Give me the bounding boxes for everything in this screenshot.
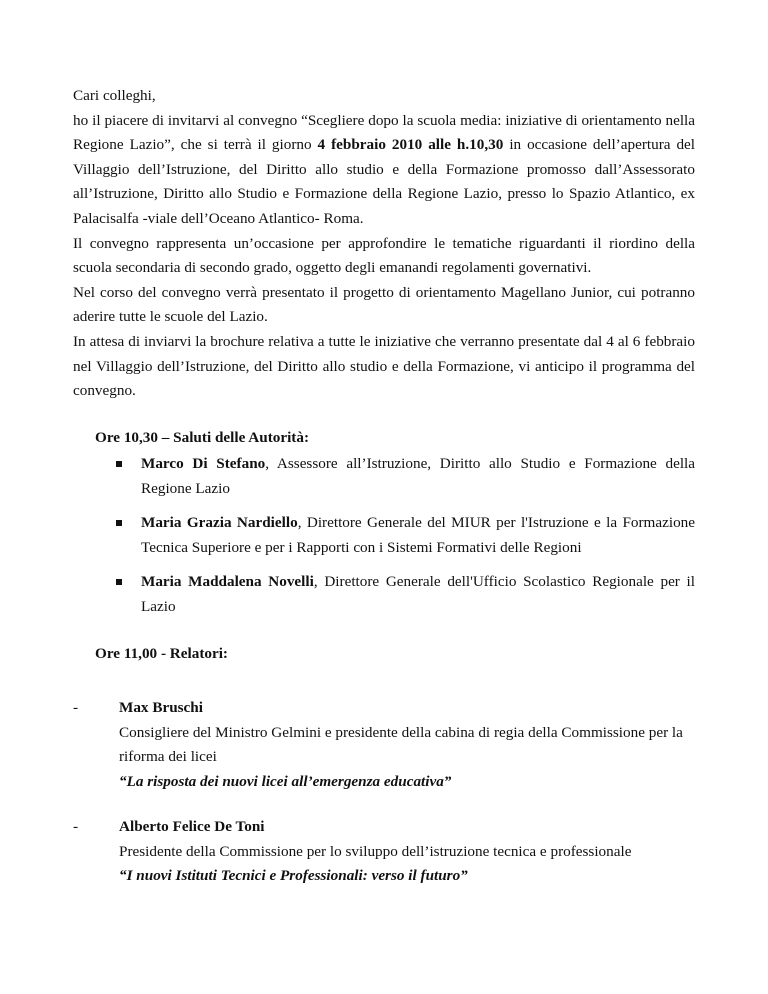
authorities-section [95,426,695,630]
speakers-title: Ore 11,00 - Relatori: [95,645,228,662]
authority-name: Maria Maddalena Novelli [141,573,314,591]
program-paragraph: In attesa di inviarvi la brochure relativa a tutte le iniziative che verranno presentate dal 4 al 6 febbraio nel Villaggio dell’Istruzione, del Diritto allo studio e della Formazione, vi anticipo il programma del convegno. [73,332,695,400]
letter-body [73,84,695,404]
project-paragraph: Nel corso del convegno verrà presentato il progetto di orientamento Magellano Junior, cui potranno aderire tutte le scuole del Lazio. [73,283,695,326]
invitation-paragraph: ho il piacere di invitarvi al convegno “Scegliere dopo la scuola media: iniziative di orientamento nella Regione Lazio”, che si terrà il giorno 4 febbraio 2010 alle h.10,30 in occasione dell’apertura del Villaggio dell’Istruzione, del Diritto allo studio e della Formazione promosso dall’Assessorato all’Istruzione, Diritto allo Studio e Formazione della Regione Lazio, presso lo Spazio Atlantico, ex Palacisalfa -viale dell’Oceano Atlantico- Roma. [73,111,695,227]
speaker-entry [73,696,695,794]
authority-name: Marco Di Stefano [141,455,266,472]
speaker-entry [73,815,695,889]
square-bullet-icon [116,461,122,467]
greeting: Cari colleghi, [73,87,156,104]
list-item [73,815,695,889]
speaker-name: Alberto Felice De Toni [119,818,265,835]
authority-role: , Assessore all’Istruzione, Diritto allo Studio e Formazione della Regione Lazio [141,455,695,497]
speaker-name: Max Bruschi [119,699,203,716]
authorities-title: Ore 10,30 – Saluti delle Autorità: [95,429,310,446]
list-item [95,452,695,501]
list-item [95,570,695,619]
talk-title: “La risposta dei nuovi licei all’emergenza educativa” [119,772,452,790]
event-date: 4 febbraio 2010 alle h.10,30 [317,136,504,154]
square-bullet-icon [116,520,122,526]
speaker-role: Presidente della Commissione per lo sviluppo dell’istruzione tecnica e professionale [119,842,632,860]
speaker-role: Consigliere del Ministro Gelmini e presidente della cabina di regia della Commissione per la riforma dei licei [119,723,683,766]
square-bullet-icon [116,579,122,585]
authority-name: Maria Grazia Nardiello [141,514,298,532]
speakers-title-block [95,642,695,666]
list-item [95,511,695,560]
dash-bullet: - [73,699,79,716]
authority-role: , Direttore Generale del MIUR per l'Istruzione e la Formazione Tecnica Superiore e per i Rapporti con i Sistemi Formativi delle Regioni [141,514,695,556]
list-item [73,696,695,794]
talk-title: “I nuovi Istituti Tecnici e Professionali: verso il futuro” [119,867,468,885]
dash-bullet: - [73,818,79,835]
purpose-paragraph: Il convegno rappresenta un’occasione per approfondire le tematiche riguardanti il riordino della scuola secondaria di secondo grado, oggetto degli emanandi regolamenti governativi. [73,234,695,277]
authorities-list [95,452,695,620]
authority-role: , Direttore Generale dell'Ufficio Scolastico Regionale per il Lazio [141,573,695,615]
